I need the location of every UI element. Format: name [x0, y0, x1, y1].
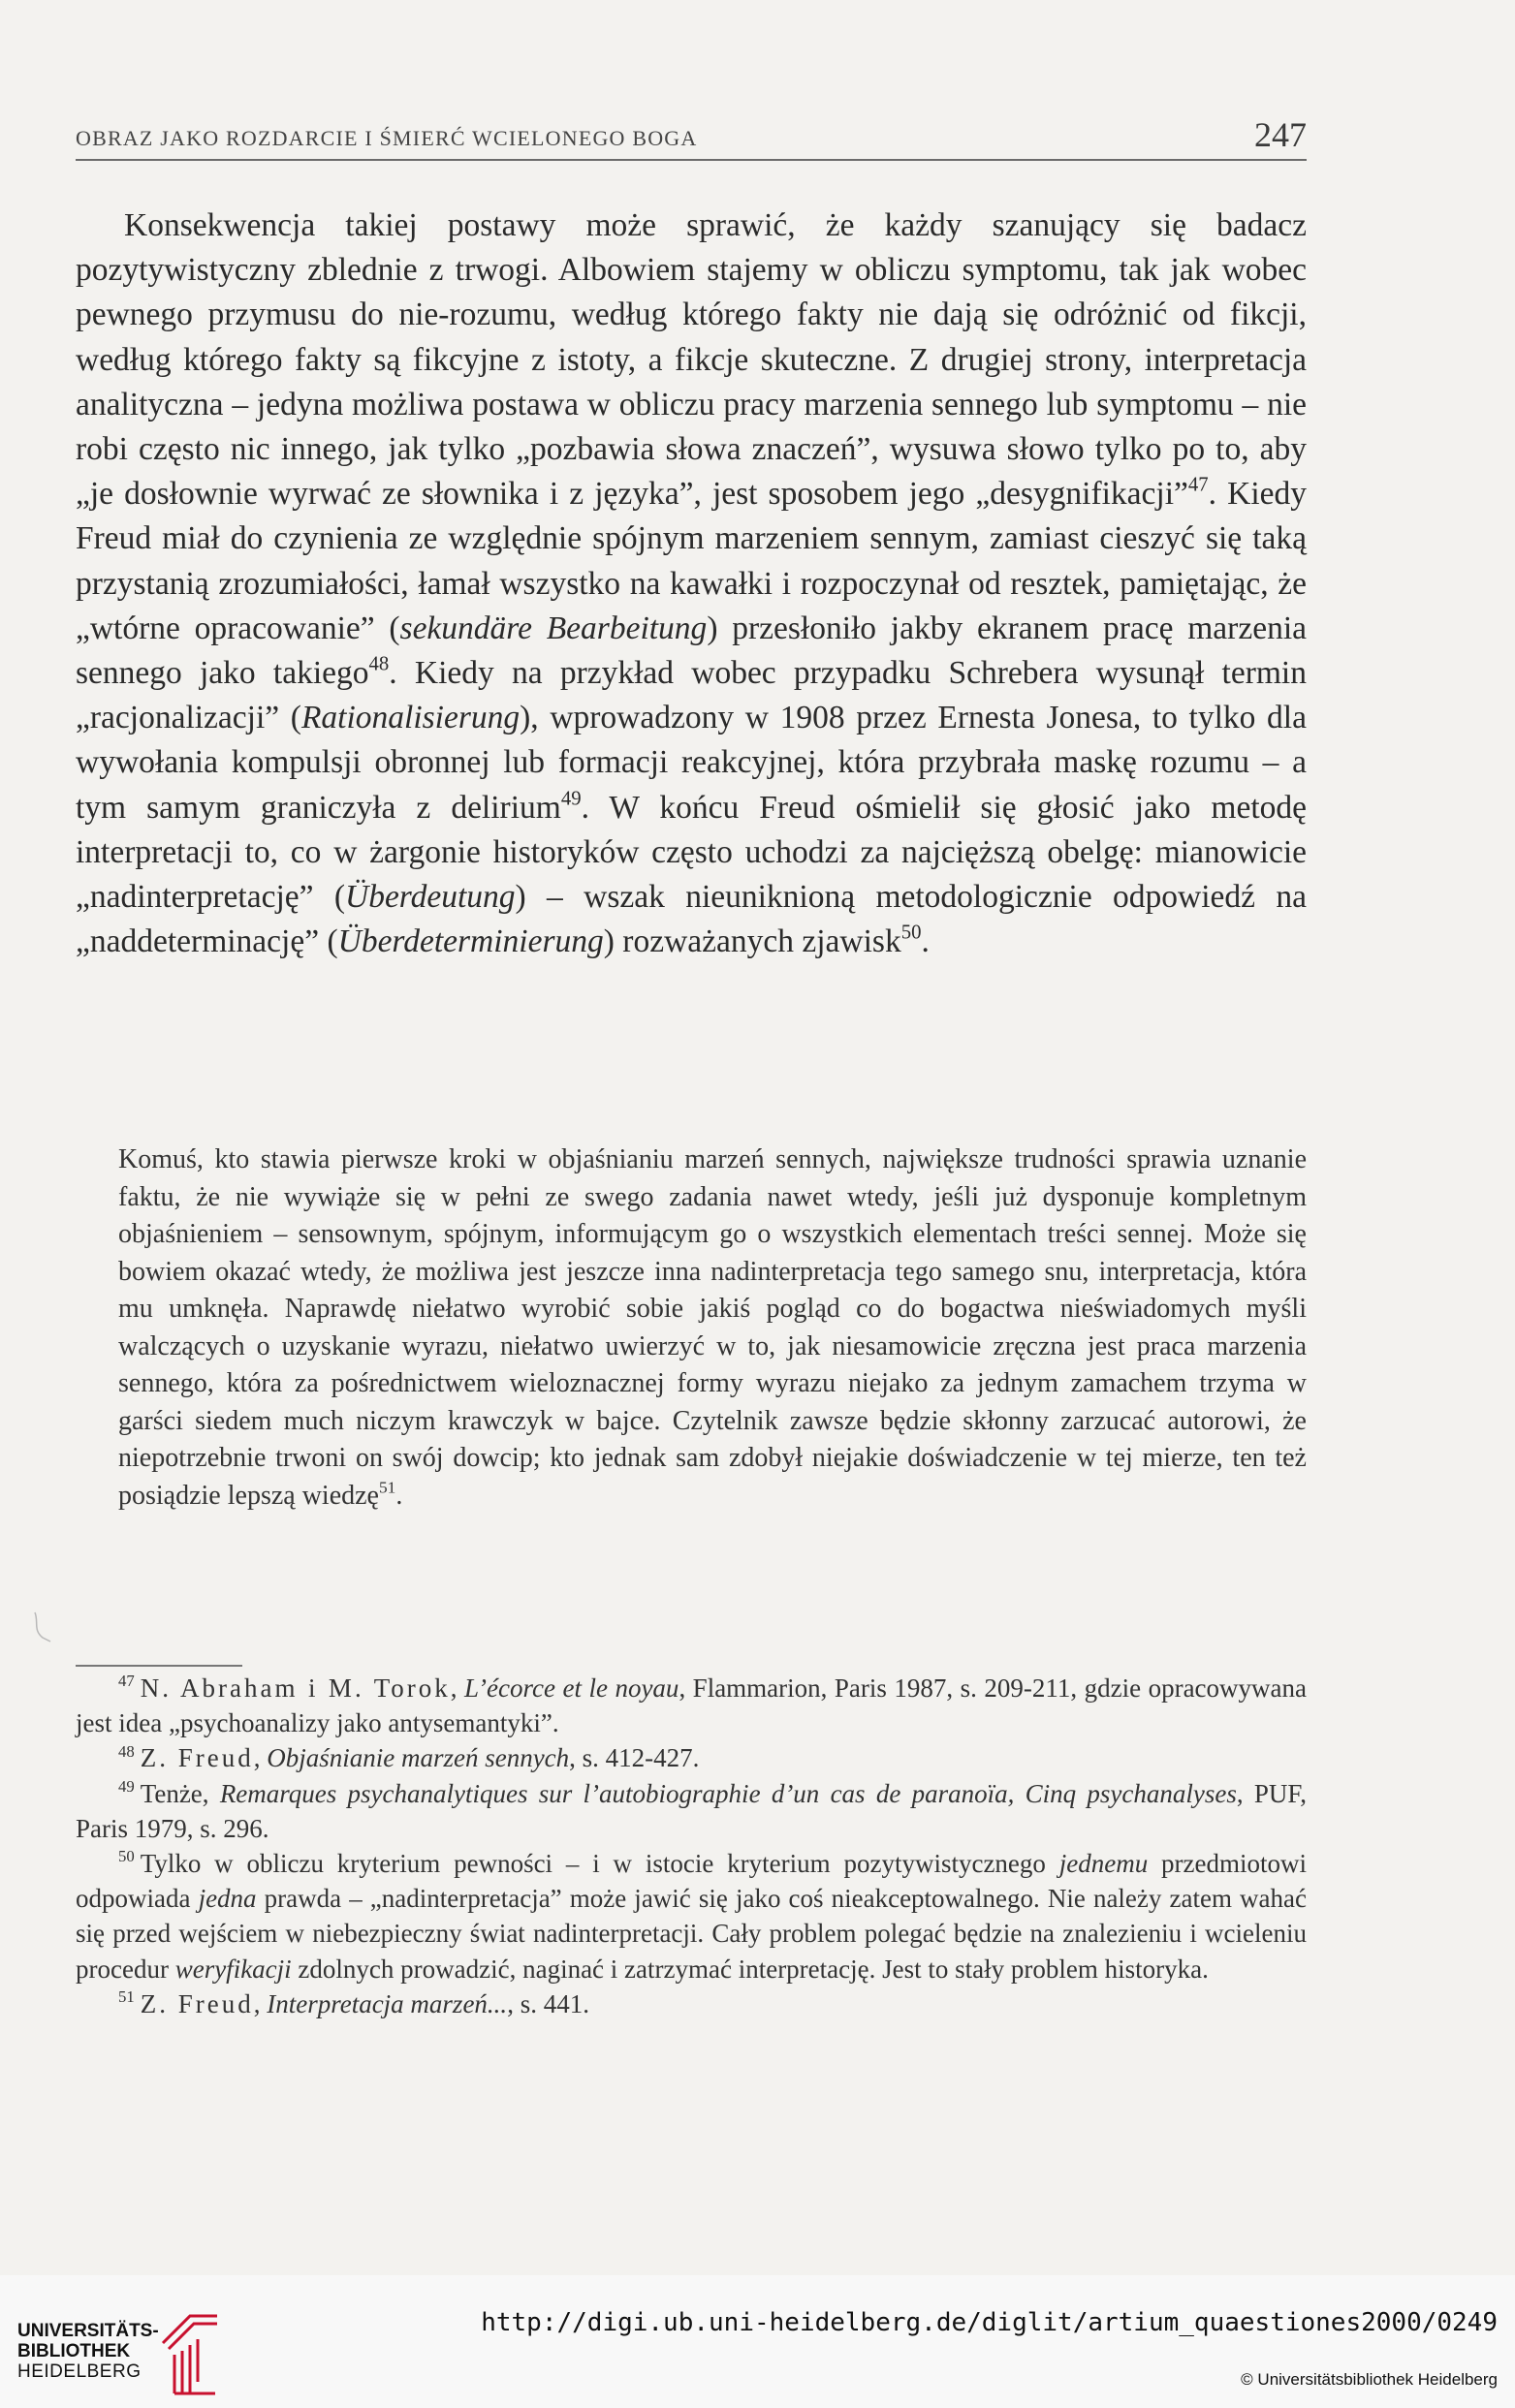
text-run: , s. 412-427.: [569, 1743, 700, 1773]
footnote-ref-49[interactable]: 49: [560, 787, 582, 810]
text-run: zdolnych prowadzić, naginać i zatrzymać interpretację. Jest to stały problem historyka.: [291, 1954, 1209, 1984]
quote-paragraph: [118, 1141, 1307, 1515]
running-title: OBRAZ JAKO ROZDARCIE I ŚMIERĆ WCIELONEGO BOGA: [76, 126, 698, 150]
page-number: 247: [1254, 115, 1307, 154]
text-run: ) rozważanych zjawisk: [603, 923, 901, 960]
text-run: Konsekwencja takiej postawy może sprawić, że każdy szanujący się badacz pozytywistyczny zblednie z trwogi. Albowiem stajemy w obliczu symptomu, tak jak wobec pewnego przymusu do nie-rozumu, według którego fakty nie dają się odróżnić od fikcji, według którego fakty są fikcyjne z istoty, a fikcje skuteczne. Z drugiej strony, interpretacja analityczna – jedyna możliwa postawa w obliczu pracy marzenia sennego lub symptomu – nie robi często nic innego, jak tylko „pozbawia słowa znaczeń”, wysuwa słowo tylko po to, aby „je dosłownie wyrwać ze słownika i z języka”, jest sposobem jego „desygnifikacji”: [76, 207, 1307, 513]
text-run: ,: [253, 1743, 268, 1773]
text-run: ,: [253, 1988, 268, 2018]
library-name-line: UNIVERSITÄTS-: [17, 2321, 159, 2341]
text-run: Komuś, kto stawia pierwsze kroki w objaśnianiu marzeń sennych, największe trudności sprawia uznanie faktu, że nie wywiąże się w pełni ze swego zadania nawet wtedy, jeśli już dysponuje kompletnym objaśnieniem – sensownym, spójnym, informującym go o wszystkich elementach treści sennej. Może się bowiem okazać wtedy, że możliwa jest jeszcze inna nadinterpretacja tego samego snu, interpretacja, która mu umknęła. Naprawdę niełatwo wyrobić sobie jakiś pogląd co do bogactwa nieświadomych myśli walczących o uzyskanie wyrazu, niełatwo uwierzyć w to, jak niesamowicie zręczna jest praca marzenia sennego, która za pośrednictwem wieloznacznej formy wyrazu niejako za jednym zamachem trzyma w garści siedem much niczym krawczyk w bajce. Czytelnik zawsze będzie skłonny zarzucać autorowi, że niepotrzebnie trwoni on swój dowcip; kto jednak sam zdobył niejakie doświadczenie w tej mierze, ten też posiądzie lepszą wiedzę: [118, 1144, 1307, 1511]
text-run: ,: [450, 1673, 465, 1703]
footnote-number: 47: [118, 1672, 135, 1691]
footnote-48: [76, 1740, 1307, 1775]
copyright-notice: © Universitätsbibliothek Heidelberg: [1241, 2370, 1498, 2389]
footnote-title: Remarques psychanalytiques sur l’autobiographie d’un cas de paranoïa, Cinq psychanalyses: [219, 1778, 1237, 1808]
source-url-link[interactable]: http://digi.ub.uni-heidelberg.de/diglit/artium_quaestiones2000/0249: [481, 2308, 1498, 2337]
text-run: . W końcu Freud ośmielił się głosić jako metodę interpretacji to, co w żargonie historyków często uchodzi za najcięższą obelgę: mianowicie „nadinterpretację” (: [76, 789, 1307, 916]
term-uberdeterminierung: Überdeterminierung: [337, 923, 604, 960]
footnote-50: [76, 1846, 1307, 1986]
term-rationalisierung: Rationalisierung: [300, 700, 521, 736]
footnote-ref-47[interactable]: 47: [1187, 473, 1209, 496]
footnote-divider: [76, 1665, 242, 1667]
italic-run: jednemu: [1058, 1849, 1149, 1879]
footnote-number: 50: [118, 1847, 135, 1866]
text-run: .: [395, 1480, 403, 1511]
text-run: ) przesłoniło jakby ekranem pracę marzenia sennego jako takiego: [76, 610, 1307, 692]
library-name-line: HEIDELBERG: [17, 2361, 142, 2382]
footnote-author: Z. Freud: [140, 1988, 254, 2018]
footnote-number: 49: [118, 1776, 135, 1796]
text-run: prawda – „nadinterpretacja” może jawić się jako coś nieakceptowalnego. Nie należy zatem wahać się przed wejściem w niebezpieczny świat nadinterpretacji. Cały problem polegać będzie na znalezieniu i wcieleniu procedur: [76, 1884, 1307, 1984]
footnote-author: Z. Freud: [140, 1743, 254, 1773]
footnote-author: N. Abraham i M. Torok: [140, 1673, 451, 1703]
footnote-title: Objaśnianie marzeń sennych: [267, 1743, 570, 1773]
footnote-ref-51[interactable]: 51: [378, 1478, 396, 1497]
text-run: ), wprowadzony w 1908 przez Ernesta Jonesa, to tylko dla wywołania kompulsji obronnej lub formacji reakcyjnej, która przybrała maskę rozumu – a tym samym graniczyła z delirium: [76, 700, 1307, 826]
footnote-number: 48: [118, 1741, 135, 1761]
text-run: , s. 441.: [507, 1988, 589, 2018]
footnote-number: 51: [118, 1986, 135, 2006]
footnotes: [76, 1671, 1307, 2021]
text-run: przedmiotowi odpowiada: [76, 1849, 1308, 1914]
term-uberdeutung: Überdeutung: [345, 879, 516, 916]
body-paragraph: [76, 203, 1307, 964]
library-name[interactable]: [17, 2321, 159, 2382]
text-run: Tenże,: [140, 1778, 220, 1808]
pencil-mark-icon: [29, 1609, 58, 1647]
footnote-ref-50[interactable]: 50: [900, 921, 922, 944]
italic-run: jedna: [198, 1884, 257, 1914]
footnote-title: L’écorce et le noyau: [464, 1673, 679, 1703]
block-quote: [118, 1141, 1307, 1515]
footnote-51: [76, 1986, 1307, 2021]
text-run: , PUF, Paris 1979, s. 296.: [76, 1778, 1307, 1843]
running-head: [76, 114, 1307, 161]
text-run: , Flammarion, Paris 1987, s. 209-211, gdzie opracowywana jest idea „psychoanalizy jako antysemantyki”.: [76, 1673, 1308, 1738]
footnote-ref-48[interactable]: 48: [368, 652, 390, 675]
footnote-49: [76, 1776, 1307, 1846]
ub-heidelberg-logo-icon[interactable]: [155, 2304, 223, 2397]
text-run: .: [921, 923, 930, 960]
italic-run: weryfikacji: [174, 1954, 292, 1984]
text-run: . Kiedy na przykład wobec przypadku Schrebera wysunął termin „racjonalizacji” (: [76, 655, 1307, 736]
footnote-47: [76, 1671, 1307, 1740]
text-run: ) – wszak nieuniknioną metodologicznie odpowiedź na „naddeterminację” (: [76, 879, 1307, 960]
text-run: Tylko w obliczu kryterium pewności – i w istocie kryterium pozytywistycznego: [140, 1849, 1059, 1879]
library-name-line: BIBLIOTHEK: [17, 2341, 131, 2361]
term-sekundare-bearbeitung: sekundäre Bearbeitung: [399, 610, 708, 646]
footnote-title: Interpretacja marzeń...: [267, 1988, 508, 2018]
text-run: . Kiedy Freud miał do czynienia ze względnie spójnym marzeniem sennym, zamiast cieszyć się taką przystanią zrozumiałości, łamał wszystko na kawałki i rozpoczynał od resztek, pamiętając, że „wtórne opracowanie” (: [76, 476, 1307, 646]
main-text: [76, 203, 1307, 964]
